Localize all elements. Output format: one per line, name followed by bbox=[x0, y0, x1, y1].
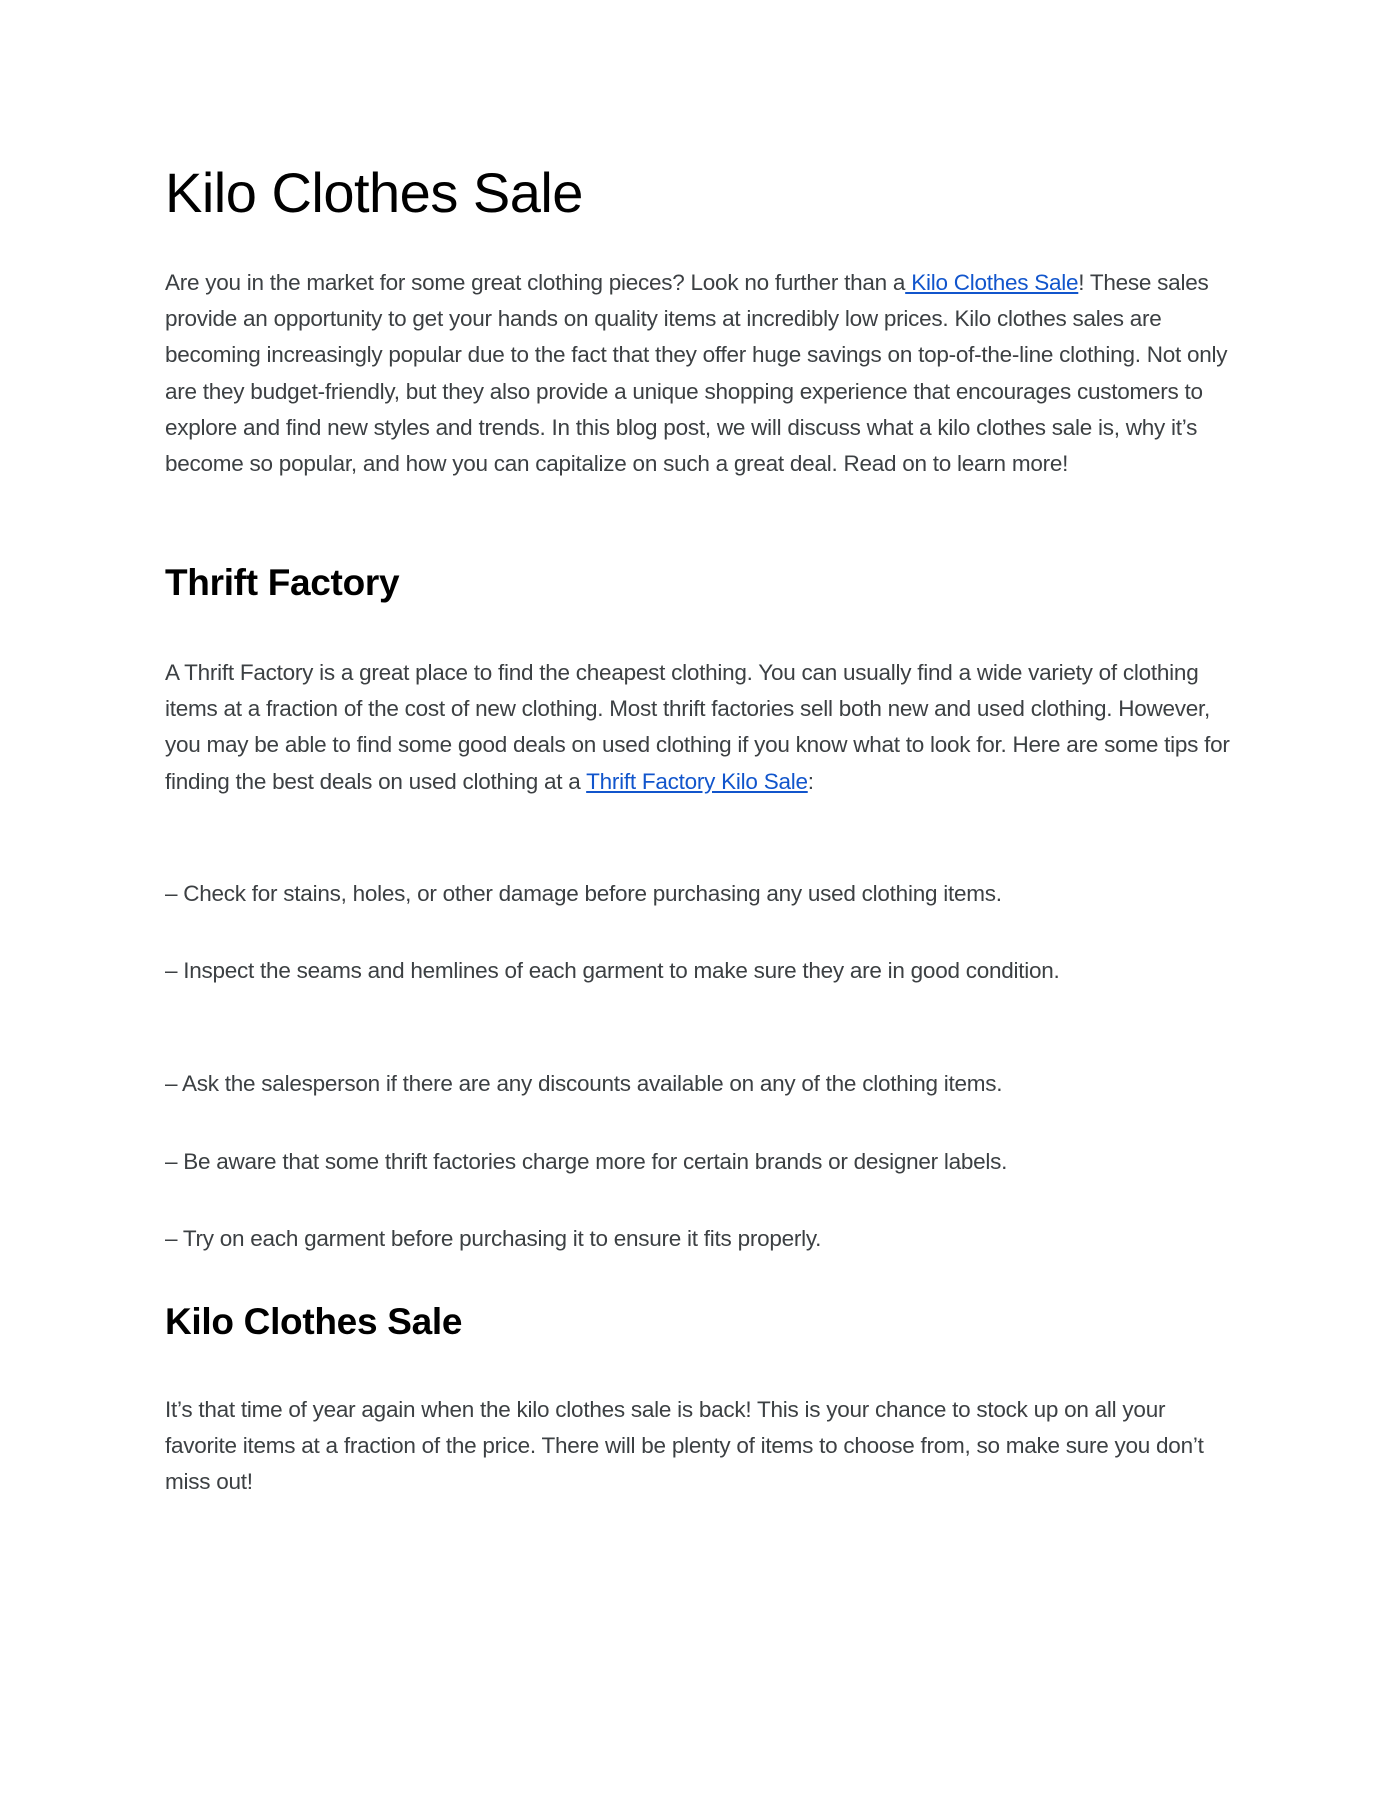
intro-paragraph bbox=[165, 265, 1240, 482]
paragraph-colon: : bbox=[807, 768, 814, 794]
tip-item: – Check for stains, holes, or other damage before purchasing any used clothing items. bbox=[165, 881, 1002, 906]
intro-text: Are you in the market for some great clothing pieces? Look no further than a bbox=[165, 270, 906, 295]
tip-item: – Be aware that some thrift factories charge more for certain brands or designer labels. bbox=[165, 1149, 1008, 1174]
page-title: Kilo Clothes Sale bbox=[165, 161, 583, 224]
tip-item: – Inspect the seams and hemlines of each garment to make sure they are in good condition. bbox=[165, 958, 1060, 983]
tip-item: – Try on each garment before purchasing it to ensure it fits properly. bbox=[165, 1226, 822, 1251]
paragraph-text: A Thrift Factory is a great place to find the cheapest clothing. You can usually find a wide variety of clothing items at a fraction of the cost of new clothing. Most thrift factories sell both new and used clothing. However, you may be able to find some good deals on used clothing if you know what to look for. Here are some tips for finding the best deals on used clothing at a bbox=[165, 660, 1230, 794]
kilo-clothes-sale-link[interactable]: Kilo Clothes Sale bbox=[905, 270, 1079, 295]
thrift-factory-kilo-sale-link[interactable]: Thrift Factory Kilo Sale bbox=[586, 768, 808, 794]
section-heading-kilo-clothes-sale: Kilo Clothes Sale bbox=[165, 1301, 463, 1342]
thrift-factory-paragraph bbox=[165, 655, 1240, 800]
intro-text-rest: ! These sales provide an opportunity to get your hands on quality items at incredibly low prices. Kilo clothes sales are becoming increasingly popular due to the fact that they offer huge savings on top-of-the-line clothing. Not only are they budget-friendly, but they also provide a unique shopping experience that encourages customers to explore and find new styles and trends. In this blog post, we will discuss what a kilo clothes sale is, why it’s become so popular, and how you can capitalize on such a great deal. Read on to learn more! bbox=[165, 270, 1228, 477]
tip-item: – Ask the salesperson if there are any discounts available on any of the clothing items. bbox=[165, 1071, 1003, 1096]
kilo-sale-paragraph: It’s that time of year again when the kilo clothes sale is back! This is your chance to stock up on all your favorite items at a fraction of the price. There will be plenty of items to choose from, so make sure you don’t miss out! bbox=[165, 1397, 1204, 1495]
section-heading-thrift-factory: Thrift Factory bbox=[165, 562, 400, 603]
